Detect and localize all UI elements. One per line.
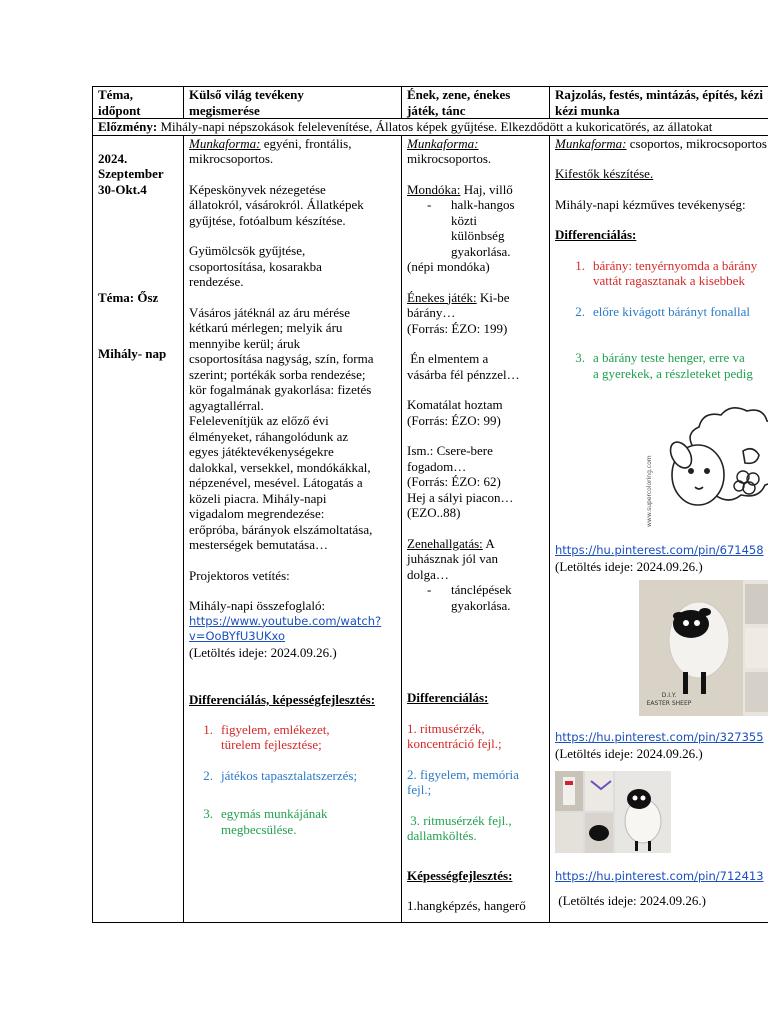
enek-munkaforma-label: Munkaforma: xyxy=(407,135,479,151)
enek-diff2-line2: fejl.; xyxy=(407,782,432,797)
kepeskonyv-line1: Képeskönyvek nézegetése xyxy=(189,181,326,197)
elmentem-line2: vásárba fél pénzzel… xyxy=(407,366,520,382)
elmentem-line1: Én elmentem a xyxy=(407,351,489,366)
mondoka-label: Mondóka: xyxy=(407,181,461,197)
rajz-diff-item-1 xyxy=(555,258,768,289)
mondoka-dash-item: - halk-hangos közti különbség gyakorlása. xyxy=(427,197,515,259)
gyumolcs-line3: rendezése. xyxy=(189,274,244,289)
rajz-letoltes-1: (Letöltés ideje: 2024.09.26.) xyxy=(555,558,703,574)
nepi-mondoka: (népi mondóka) xyxy=(407,259,490,274)
kepessegfejlesztes-text: 1.hangképzés, hangerő xyxy=(407,898,526,913)
kifestok-text: Kifestők készítése. xyxy=(555,166,654,181)
rajz-diff-item-3-line1: a bárány teste henger, erre va xyxy=(593,350,745,365)
diff-item-3-line1: egymás munkájának xyxy=(221,806,328,821)
kepessegfejlesztes-title: Képességfejlesztés: xyxy=(407,867,513,883)
diff-kepesseg-title: Differenciálás, képességfejlesztés: xyxy=(189,692,376,707)
rajz-diff-title: Differenciálás: xyxy=(555,227,637,242)
youtube-link-line1[interactable]: https://www.youtube.com/watch? xyxy=(189,613,382,628)
forras-199: (Forrás: ÉZO: 199) xyxy=(407,320,508,336)
komatalat-line1: Komatálat hoztam xyxy=(407,397,503,412)
vasaros-line7: agyagtallérral. xyxy=(189,397,264,413)
elozmeny-text: Mihály-napi népszokások felelevenítése, Állatos képek gyűjtése. Elkezdődött a kukoricatörés, az állatokat xyxy=(160,119,713,134)
curriculum-table xyxy=(92,86,768,923)
ism-line2: fogadom… xyxy=(407,458,467,474)
easter-sheep-photo xyxy=(639,580,768,716)
date-line3: 30-Okt.4 xyxy=(98,181,147,197)
rajz-diff-item-2-line1: előre kivágott bárányt fonallal xyxy=(593,303,751,319)
date-line2: Szeptember xyxy=(98,166,164,181)
rajz-diff-item-1-line2: vattát ragasztanak a kisebbek xyxy=(593,273,745,288)
kulso-vilag-cell xyxy=(184,135,402,922)
zene-dash-item: - tánclépések gyakorlása. xyxy=(427,582,512,613)
ism-line5: (EZO..88) xyxy=(407,505,461,520)
dash1-line2: közti xyxy=(451,212,477,228)
vasaros-line12: népzenével, mesével. Látogatás a xyxy=(189,475,363,490)
ism-line4: Hej a sályi piacon… xyxy=(407,489,514,505)
vasaros-line9: élményeket, ráhangolódunk az xyxy=(189,428,349,444)
pinterest-link-1[interactable]: https://hu.pinterest.com/pin/671458 xyxy=(555,543,764,557)
kepeskonyv-line3: gyűjtése, fotóalbum készítése. xyxy=(189,212,346,228)
munkaforma-text: egyéni, frontális, xyxy=(260,135,352,151)
zenehallgatas-text: A xyxy=(482,535,495,551)
vasaros-line11: dalokkal, versekkel, mondókákkal, xyxy=(189,459,371,475)
ism-line3: (Forrás: ÉZO: 62) xyxy=(407,474,501,489)
rajz-diff-item-3 xyxy=(555,350,768,381)
enek-munkaforma-text: mikrocsoportos. xyxy=(407,151,492,166)
kepeskonyv-line2: állatokról, vásárokról. Állatképek xyxy=(189,197,364,212)
vasaros-line3: mennyibe kerül; áruk xyxy=(189,335,301,351)
rajz-diff-item-3-number: 3. xyxy=(575,350,585,365)
rajz-diff-item-2-number: 2. xyxy=(575,303,585,319)
header-tema xyxy=(93,87,184,119)
header-kulso-line1: Külső világ tevékeny xyxy=(189,87,304,102)
tema-label: Téma: Ősz xyxy=(98,290,159,305)
header-enek-line1: Ének, zene, énekes xyxy=(407,87,511,102)
projektor-text: Projektoros vetítés: xyxy=(189,567,290,583)
enekes-jatek-text2: bárány… xyxy=(407,305,456,320)
diff-item-1 xyxy=(189,722,396,753)
diff-item-3 xyxy=(189,806,396,837)
rajz-munkaforma-text: csoportos, mikrocsoportos xyxy=(626,135,767,151)
rajz-diff-item-3-line2: a gyerekek, a részleteket pedig xyxy=(593,365,753,381)
nap-label: Mihály- nap xyxy=(98,345,167,361)
osszefoglalo-text: Mihály-napi összefoglaló: xyxy=(189,598,326,613)
easter-sheep-label: EASTER SHEEP xyxy=(646,700,692,707)
enek-diff3-line1: 3. ritmusérzék fejl., xyxy=(407,812,512,828)
kezmuves-text: Mihály-napi kézműves tevékenység: xyxy=(555,196,746,212)
header-row xyxy=(93,87,768,119)
diff-item-3-line2: megbecsülése. xyxy=(221,821,297,837)
enek-diff1-line1: 1. ritmusérzék, xyxy=(407,720,485,736)
rajz-letoltes-2: (Letöltés ideje: 2024.09.26.) xyxy=(555,745,703,761)
vasaros-line4: csoportosítása nagyság, szín, forma xyxy=(189,351,374,366)
munkaforma-text2: mikrocsoportos. xyxy=(189,151,274,166)
rajz-munkaforma-label: Munkaforma: xyxy=(555,135,627,151)
munkaforma-label: Munkaforma: xyxy=(189,135,261,151)
dash1-line4: gyakorlása. xyxy=(451,243,511,259)
diff-item-2-line1: játékos tapasztalatszerzés; xyxy=(221,767,358,783)
sheep-coloring-image xyxy=(643,387,768,537)
vasaros-line8: Felelevenítjük az előző évi xyxy=(189,413,329,428)
header-kulso-vilag xyxy=(184,87,402,119)
header-tema-line1: Téma, xyxy=(98,87,134,102)
diy-label: D.I.Y. xyxy=(661,692,677,699)
enek-diff1-line2: koncentráció fejl.; xyxy=(407,736,502,751)
ism-line1: Ism.: Csere-bere xyxy=(407,443,493,458)
pinterest-link-3[interactable]: https://hu.pinterest.com/pin/712413 xyxy=(555,869,764,883)
enek-diff2-line1: 2. figyelem, memória xyxy=(407,766,519,782)
rajz-diff-item-1-number: 1. xyxy=(575,257,585,273)
vasaros-line1: Vásáros játéknál az áru mérése xyxy=(189,304,350,320)
elozmeny-label: Előzmény: xyxy=(98,119,158,134)
enek-diff3-line2: dallamköltés. xyxy=(407,828,477,843)
youtube-link-line2[interactable]: v=OoBYfU3UKxo xyxy=(189,629,286,643)
vasaros-line15: erőpróba, bárányok elszámoltatása, xyxy=(189,521,373,537)
rajz-letoltes-3: (Letöltés ideje: 2024.09.26.) xyxy=(555,892,706,908)
vasaros-line2: kétkarú mérlegen; melyik áru xyxy=(189,320,343,335)
vasaros-line5: szerint; portékák sorba rendezése; xyxy=(189,366,366,382)
gyumolcs-line1: Gyümölcsök gyűjtése, xyxy=(189,243,306,258)
zene-line3: dolga… xyxy=(407,566,449,582)
header-enek-line2: játék, tánc xyxy=(407,102,466,118)
rajz-diff-item-2 xyxy=(555,304,768,320)
vasaros-line16: mesterségek bemutatása… xyxy=(189,537,328,552)
header-rajzolas-line2: kézi munka xyxy=(555,102,620,118)
tema-cell xyxy=(93,135,184,922)
content-row xyxy=(93,135,768,922)
enekes-jatek-label: Énekes játék: xyxy=(407,289,477,305)
svg-text:www.supercoloring.com: www.supercoloring.com xyxy=(646,455,653,527)
gyumolcs-line2: csoportosítása, kosarakba xyxy=(189,258,322,274)
diff-item-1-line1: figyelem, emlékezet, xyxy=(221,721,330,737)
enek-diff-title: Differenciálás: xyxy=(407,690,489,705)
rajz-diff-item-1-line1: bárány: tenyérnyomda a bárány xyxy=(593,257,758,273)
vasaros-line14: vigadalom megrendezése: xyxy=(189,506,325,521)
elozmeny-row xyxy=(93,119,768,136)
header-tema-line2: időpont xyxy=(98,102,141,118)
diff-item-1-line2: türelem fejlesztése; xyxy=(221,737,322,752)
zene-line2: juhásznak jól van xyxy=(407,551,498,566)
komatalat-line2: (Forrás: ÉZO: 99) xyxy=(407,412,501,428)
header-kulso-line2: megismerése xyxy=(189,102,260,118)
mondoka-text: Haj, villő xyxy=(460,181,513,197)
date-line1: 2024. xyxy=(98,150,128,166)
header-rajzolas xyxy=(550,87,768,119)
rajzolas-cell xyxy=(550,135,768,922)
toilet-roll-sheep-photo xyxy=(555,771,671,853)
dash1-line1: halk-hangos xyxy=(451,197,515,212)
diff-item-3-number: 3. xyxy=(203,806,213,821)
diff-item-1-number: 1. xyxy=(203,721,213,737)
diff-item-2-number: 2. xyxy=(203,767,213,783)
header-enek-zene xyxy=(402,87,550,119)
diff-item-2 xyxy=(189,768,396,784)
header-rajzolas-line1: Rajzolás, festés, mintázás, építés, kézi xyxy=(555,87,763,102)
vasaros-line10: egyes játéktevékenységekre xyxy=(189,444,334,459)
dash2-line1: tánclépések xyxy=(451,582,512,597)
zenehallgatas-label: Zenehallgatás: xyxy=(407,535,483,551)
enekes-jatek-text: Ki-be xyxy=(476,289,510,305)
dash2-line2: gyakorlása. xyxy=(451,597,511,613)
vasaros-line13: közeli piacra. Mihály-napi xyxy=(189,490,327,506)
letoltes-ideje: (Letöltés ideje: 2024.09.26.) xyxy=(189,644,337,660)
vasaros-line6: kör fogalmának gyakorlása: fizetés xyxy=(189,382,372,397)
pinterest-link-2[interactable]: https://hu.pinterest.com/pin/327355 xyxy=(555,730,764,744)
enek-zene-cell xyxy=(402,135,550,922)
elozmeny-cell xyxy=(93,119,768,136)
dash1-line3: különbség xyxy=(451,228,505,243)
